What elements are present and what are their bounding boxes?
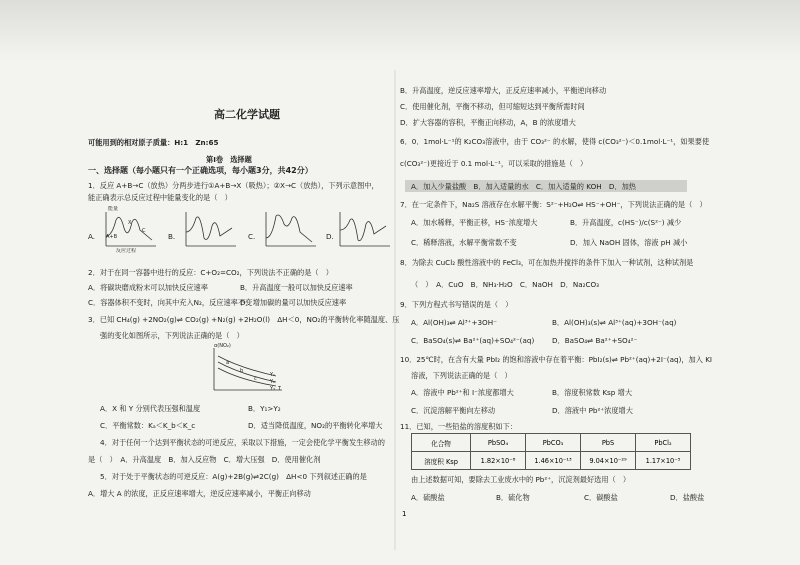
q6-line1: 6．0．1mol·L⁻¹的 K₂CO₃溶液中，由于 CO₃²⁻ 的水解，使得 c(CO₃²⁻)＜0.1mol·L⁻¹，如果要使 [400, 137, 710, 146]
q3-curve-y3: Y₃ [270, 386, 276, 392]
q1-ylabel: 能量 [108, 206, 119, 212]
atomic-masses: 可能用到的相对原子质量：H:1 Zn:65 [88, 138, 219, 147]
q11-line2: 由上述数据可知，要除去工业废水中的 Pb²⁺，沉淀剂最好选用（ ） [411, 475, 631, 484]
q3-graph-ylabel: α(NO₂) [214, 343, 231, 349]
q9-option-b: B．Al(OH)₃(s)⇌ Al³⁺(aq)+3OH⁻(aq) [552, 318, 677, 327]
q7-option-a: A．加水稀释，平衡正移，HS⁻浓度增大 [411, 218, 538, 227]
q3-curve-y1: Y₁ [270, 372, 276, 378]
q5-option-c: C．使用催化剂，平衡不移动，但可缩短达到平衡所需时间 [400, 102, 585, 111]
q1-graph-c [258, 210, 318, 250]
q5-option-b: B．升高温度，逆反应速率增大，正反应速率减小，平衡逆向移动 [400, 86, 607, 95]
q8-line2: （ ） A．CuO B．NH₃·H₂O C．NaOH D．Na₂CO₃ [411, 280, 600, 289]
q4-line2: 是（ ） A．升高温度 B．加入反应物 C．增大压强 D．使用催化剂 [88, 455, 321, 464]
q1-option-b: B. [168, 232, 176, 241]
q6-line2: c(CO₃²⁻)更接近于 0.1 mol·L⁻¹，可以采取的措施是（ ） [400, 159, 588, 168]
table-cell: PbS [581, 434, 636, 452]
q1-option-a: A. [88, 232, 96, 241]
q9-line1: 9．下列方程式书写错误的是（ ） [400, 300, 513, 309]
q10-line2: 溶液，下列说法正确的是（ ） [411, 371, 512, 380]
page-fold [394, 70, 396, 550]
q3-point-a: a [226, 360, 230, 366]
q7-line1: 7．在一定条件下，Na₂S 溶液存在水解平衡：S²⁻+H₂O⇌ HS⁻+OH⁻，下列说法正确的是（ ） [400, 200, 707, 209]
page-number: 1 [402, 510, 407, 518]
q9-option-a: A．Al(OH)₃⇌ Al³⁺+3OH⁻ [411, 318, 497, 327]
q6-options: A．加入少量盐酸 B．加入适量的水 C．加入适量的 KOH D．加热 [411, 182, 636, 191]
q1-xlabel: 反应过程 [116, 248, 137, 254]
exam-title: 高二化学试题 [214, 108, 280, 121]
q5-option-d: D．扩大容器的容积，平衡正向移动，A，B 的浓度增大 [400, 118, 576, 127]
q11-line1: 11．已知，一些铅盐的溶度积如下： [400, 422, 517, 431]
table-cell: 化合物 [412, 434, 471, 452]
q3-option-d: D．适当降低温度，NO₂的平衡转化率增大 [248, 421, 383, 430]
q3-option-a: A．X 和 Y 分别代表压强和温度 [100, 404, 201, 413]
q7-option-c: C．稀释溶液，水解平衡常数不变 [411, 238, 517, 247]
section-title: 一、选择题（每小题只有一个正确选项，每小题3分，共42分） [88, 166, 313, 175]
q11-option-b: B．硫化物 [496, 493, 530, 502]
q7-option-b: B．升高温度，c(HS⁻)/c(S²⁻) 减少 [570, 218, 682, 227]
q10-option-a: A．溶液中 Pb²⁺和 I⁻浓度都增大 [411, 388, 514, 397]
table-cell: PbCl₂ [636, 434, 691, 452]
q1-graph-b [178, 210, 238, 250]
ksp-table [411, 433, 691, 470]
table-cell: PbSO₄ [471, 434, 526, 452]
q11-option-a: A．硫酸盐 [411, 493, 445, 502]
q1-label-x: X [128, 220, 132, 226]
q3-line2: 强的变化如图所示，下列说法正确的是（ ） [100, 331, 244, 340]
q11-option-d: D．盐酸盐 [670, 493, 705, 502]
q1-option-c: C. [248, 232, 256, 241]
q11-option-c: C．碳酸盐 [584, 493, 618, 502]
q2-option-b: B．升高温度一般可以加快反应速率 [240, 283, 353, 292]
q1-line2: 能正确表示总反应过程中能量变化的是（ ） [88, 193, 232, 202]
q3-option-c: C．平衡常数：Kₐ＜K_b＜K_c [100, 421, 196, 430]
scan-shadow [0, 0, 800, 60]
q3-curve-y2: Y₂ [270, 379, 276, 385]
q10-option-b: B．溶度积常数 Ksp 增大 [552, 388, 633, 397]
q10-option-c: C．沉淀溶解平衡向左移动 [411, 406, 496, 415]
q3-point-b: b [240, 368, 244, 374]
table-row [412, 452, 691, 470]
q10-line1: 10．25℃时，在含有大量 PbI₂ 的饱和溶液中存在着平衡：PbI₂(s)⇌ Pb²⁺(aq)+2I⁻(aq)，加入 KI [400, 355, 713, 364]
q2-option-c: C．容器体积不变时，向其中充入N₂，反应速率不变 [88, 298, 253, 307]
table-cell: 1.17×10⁻⁵ [636, 452, 691, 470]
q1-label-c: C [142, 228, 146, 234]
q1-label-ab: A+B [106, 234, 118, 240]
table-cell: 溶度积 Ksp [412, 452, 471, 470]
q5-line1: 5．对于处于平衡状态的可逆反应：A(g)+2B(g)⇌2C(g) ΔH<0 下列叙述正确的是 [100, 472, 367, 481]
q3-option-b: B．Y₁>Y₂ [248, 404, 281, 413]
table-header-row [412, 434, 691, 452]
q1-graph-a [98, 210, 158, 250]
q4-line1: 4．对于任何一个达到平衡状态的可逆反应，采取以下措施，一定会使化学平衡发生移动的 [100, 438, 385, 447]
q1-option-d: D. [326, 232, 334, 241]
q3-line1: 3．已知 CH₄(g) +2NO₂(g)⇌ CO₂(g) +N₂(g) +2H₂O(l) ΔH＜0，NO₂的平衡转化率随温度、压 [88, 315, 400, 324]
q3-graph-xlabel: T [278, 386, 282, 392]
q1-line1: 1．反应 A+B→C（放热）分两步进行①A+B→X（吸热）；②X→C（放热），下列示意图中， [88, 181, 379, 190]
q2-option-d: D．增加碳的量可以加快反应速率 [240, 298, 347, 307]
q9-option-c: C．BaSO₄(s)⇌ Ba²⁺(aq)+SO₄²⁻(aq) [411, 336, 535, 345]
q2-option-a: A．将碳块磨成粉末可以加快反应速率 [88, 283, 208, 292]
q8-line1: 8．为除去 CuCl₂ 酸性溶液中的 FeCl₃，可在加热并搅拌的条件下加入一种试剂，这种试剂是 [400, 258, 694, 267]
part-title: 第Ⅰ卷 选择题 [206, 155, 252, 164]
table-cell: 1.82×10⁻⁸ [471, 452, 526, 470]
q7-option-d: D．加入 NaOH 固体，溶液 pH 减小 [570, 238, 688, 247]
table-cell: PbCO₃ [526, 434, 581, 452]
q1-graph-d [332, 210, 392, 250]
table-cell: 9.04×10⁻²⁹ [581, 452, 636, 470]
q3-point-c: c [254, 376, 257, 382]
q9-option-d: D．BaSO₄⇌ Ba²⁺+SO₄²⁻ [552, 336, 638, 345]
q2-line1: 2．对于在同一容器中进行的反应：C+O₂=CO₂，下列说法不正确的是（ ） [88, 268, 333, 277]
table-cell: 1.46×10⁻¹³ [526, 452, 581, 470]
q5-option-a: A．增大 A 的浓度，正反应速率增大，逆反应速率减小，平衡正向移动 [88, 489, 311, 498]
q10-option-d: D．溶液中 Pb²⁺浓度增大 [552, 406, 633, 415]
